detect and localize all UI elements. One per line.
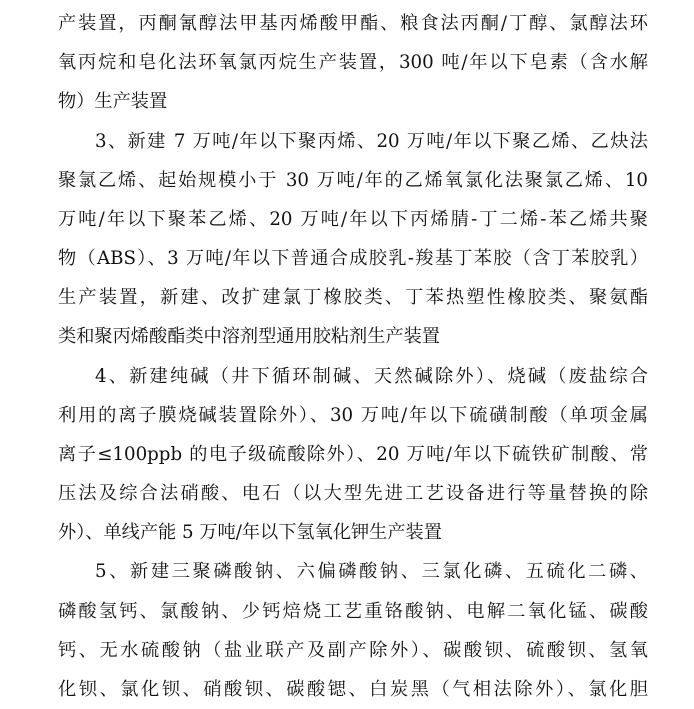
- text-line: 万吨/年以下聚苯乙烯、20 万吨/年以下丙烯腈-丁二烯-苯乙烯共聚: [58, 208, 648, 230]
- paragraph-5-line: 5、新建三聚磷酸钠、六偏磷酸钠、三氯化磷、五硫化二磷、: [95, 561, 648, 583]
- paragraph-3-line: 3、新建 7 万吨/年以下聚丙烯、20 万吨/年以下聚乙烯、乙炔法: [95, 130, 648, 152]
- text-line: 氧丙烷和皂化法环氧氯丙烷生产装置，300 吨/年以下皂素（含水解: [58, 52, 648, 74]
- text-line: 磷酸氢钙、氯酸钠、少钙焙烧工艺重铬酸钠、电解二氧化锰、碳酸: [58, 600, 648, 622]
- text-line: 聚氯乙烯、起始规模小于 30 万吨/年的乙烯氧氯化法聚氯乙烯、10: [58, 169, 648, 191]
- text-line: 利用的离子膜烧碱装置除外）、30 万吨/年以下硫磺制酸（单项金属: [58, 404, 648, 426]
- text-line: 压法及综合法硝酸、电石（以大型先进工艺设备进行等量替换的除: [58, 483, 648, 504]
- text-line: 离子≤100ppb 的电子级硫酸除外）、20 万吨/年以下硫铁矿制酸、常: [58, 443, 648, 465]
- text-line: 类和聚丙烯酸酯类中溶剂型通用胶粘剂生产装置: [58, 326, 440, 348]
- text-line: 化钡、氯化钡、硝酸钡、碳酸锶、白炭黑（气相法除外）、氯化胆: [58, 678, 648, 700]
- text-line: 物）生产装置: [58, 91, 168, 113]
- text-line: 钙、无水硫酸钠（盐业联产及副产除外）、碳酸钡、硫酸钡、氢氧: [58, 639, 648, 661]
- text-line: 物（ABS）、3 万吨/年以下普通合成胶乳-羧基丁苯胶（含丁苯胶乳）: [58, 248, 648, 269]
- text-line: 生产装置，新建、改扩建氯丁橡胶类、丁苯热塑性橡胶类、聚氨酯: [58, 287, 648, 309]
- text-line: 产装置，丙酮氰醇法甲基丙烯酸甲酯、粮食法丙酮/丁醇、氯醇法环: [58, 13, 648, 34]
- paragraph-4-line: 4、新建纯碱（井下循环制碱、天然碱除外）、烧碱（废盐综合: [95, 365, 648, 387]
- text-line: 外）、单线产能 5 万吨/年以下氢氧化钾生产装置: [58, 522, 442, 544]
